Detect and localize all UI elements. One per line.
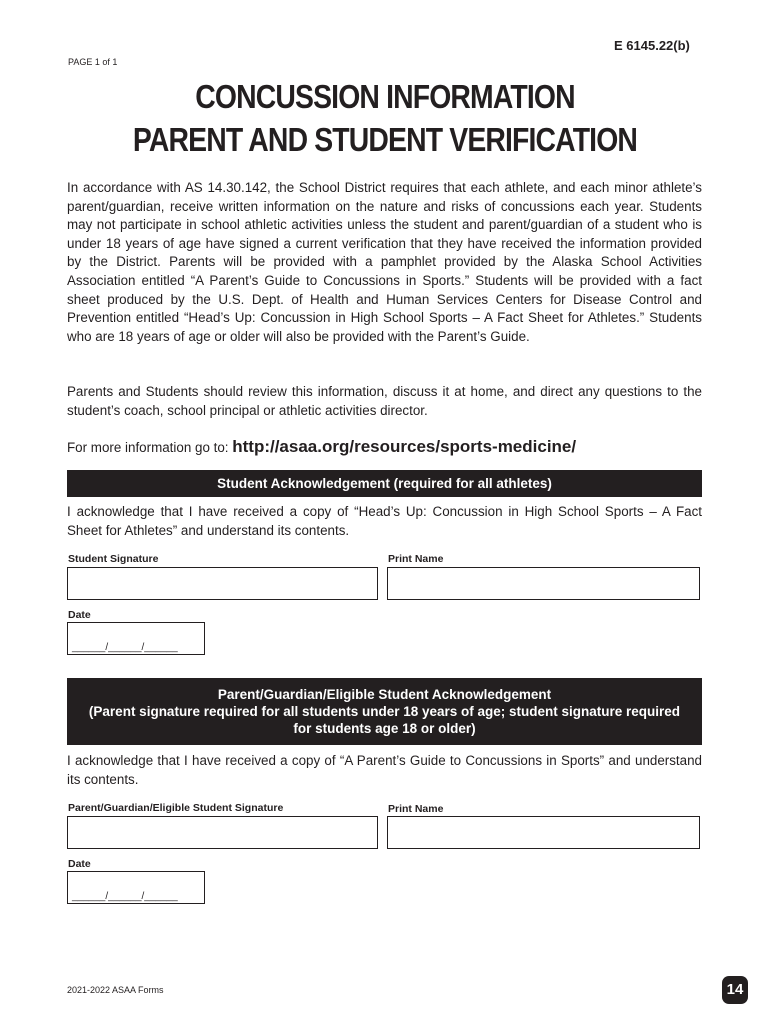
student-print-name-label: Print Name <box>388 553 444 565</box>
student-date-placeholder: ______/______/______ <box>72 642 178 653</box>
parent-date-field[interactable] <box>67 871 205 904</box>
student-signature-label: Student Signature <box>68 553 159 565</box>
intro-paragraph-1: In accordance with AS 14.30.142, the School District requires that each athlete, and each minor athlete’s parent/guardian, receive written information on the nature and risks of concussions each year. Students may not participate in school athletic activities unless the student and parent/guardian of a student who is under 18 years of age have signed a current verification that they have received the information provided by the District. Parents will be provided with a pamphlet provided by the Alaska School Activities Association entitled “A Parent’s Guide to Concussions in Sports.” Students will be provided with a fact sheet produced by the U.S. Dept. of Health and Human Services Centers for Disease Control and Prevention entitled “Head’s Up: Concussion in High School Sports – A Fact Sheet for Athletes.” Students who are 18 years of age or older will also be provided with the Parent’s Guide. <box>67 180 702 344</box>
parent-section-heading <box>67 678 702 745</box>
parent-date-label: Date <box>68 858 91 870</box>
more-info <box>67 437 576 457</box>
parent-signature-field[interactable] <box>67 816 378 849</box>
title-line-2: PARENT AND STUDENT VERIFICATION <box>132 121 638 158</box>
student-print-name-field[interactable] <box>387 567 700 600</box>
parent-heading-line-1: Parent/Guardian/Eligible Student Acknowledgement <box>217 687 552 702</box>
student-statement: I acknowledge that I have received a copy of “Head’s Up: Concussion in High School Sports – A Fact Sheet for Athletes” and understand its contents. <box>67 504 702 538</box>
footer-text: 2021-2022 ASAA Forms <box>67 985 164 995</box>
parent-heading-line-2: (Parent signature required for all students under 18 years of age; student signature required for students age 18 or older) <box>88 704 681 736</box>
page-title <box>88 75 681 161</box>
student-date-label: Date <box>68 609 91 621</box>
parent-signature-label: Parent/Guardian/Eligible Student Signature <box>68 802 284 814</box>
parent-print-name-label: Print Name <box>388 803 444 815</box>
page-number-badge: 14 <box>722 976 748 1004</box>
student-signature-field[interactable] <box>67 567 378 600</box>
student-section-heading: Student Acknowledgement (required for all athletes) <box>67 470 702 497</box>
intro-paragraph-2: Parents and Students should review this information, discuss it at home, and direct any questions to the student’s coach, school principal or athletic activities director. <box>67 384 702 418</box>
form-id: E 6145.22(b) <box>614 38 690 53</box>
parent-print-name-field[interactable] <box>387 816 700 849</box>
parent-statement: I acknowledge that I have received a copy of “A Parent’s Guide to Concussions in Sports” and understand its contents. <box>67 753 702 787</box>
more-info-link[interactable]: http://asaa.org/resources/sports-medicine/ <box>232 437 577 456</box>
title-line-1: CONCUSSION INFORMATION <box>195 78 575 115</box>
parent-date-placeholder: ______/______/______ <box>72 891 178 902</box>
more-info-label: For more information go to: <box>67 440 229 455</box>
page-label: PAGE 1 of 1 <box>68 57 118 67</box>
student-date-field[interactable] <box>67 622 205 655</box>
